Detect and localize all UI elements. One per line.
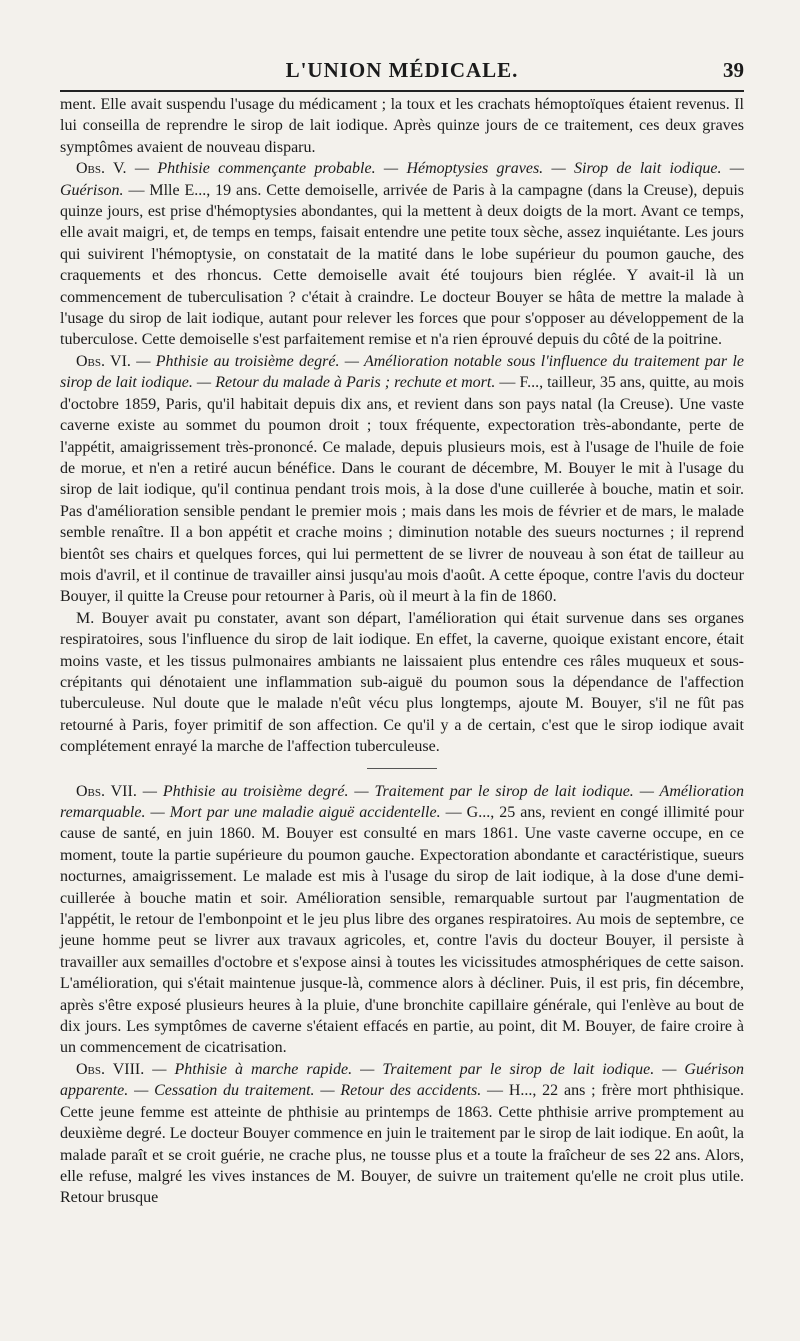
observation-6-title: — Phthisie au troisième degré. — Amélioration notable sous l'influence du traitement par le sirop de lait iodique. — Retour du malade à Paris ; rechute et mort. xyxy=(60,352,744,392)
paragraph-bouyer: M. Bouyer avait pu constater, avant son départ, l'amélioration qui était survenue dans ses organes respiratoires, sous l'influence du sirop de lait iodique. En effet, la caverne, quoique existant encore, était moins vaste, et les tissus pulmonaires ambiants ne laissaient plus entendre ces râles muqueux et sous-crépitants qui dénotaient une inflammation sub-aiguë du poumon sous la dépendance de l'affection tuberculeuse. Nul doute que le malade n'eût vécu plus longtemps, ajoute M. Bouyer, s'il ne fût pas retourné à Paris, foyer primitif de son affection. Ce qu'il y a de certain, c'est que le sirop iodique avait complétement enrayé la marche de l'affection tuberculeuse. xyxy=(60,609,744,756)
observation-6-label: Obs. VI. xyxy=(76,352,131,370)
page-header xyxy=(60,0,744,94)
observation-8-label: Obs. VIII. xyxy=(76,1060,145,1078)
observation-7 xyxy=(60,781,744,1059)
observation-7-body: — G..., 25 ans, revient en congé illimité pour cause de santé, en juin 1860. M. Bouyer est consulté en mars 1861. Une vaste caverne occupe, en ce moment, toute la partie supérieure du poumon gauche. Expectoration abondante et caractéristique, sueurs nocturnes, amaigrissement. Le malade est mis à l'usage du sirop de lait iodique, à la dose d'une demi-cuillerée à bouche matin et soir. Amélioration sensible, remarquable surtout par l'augmentation de l'appétit, le retour de l'embonpoint et le jeu plus libre des organes respiratoires. Au mois de septembre, ce jeune homme peut se livrer aux travaux agricoles, et, contre l'avis du docteur Bouyer, il persiste à travailler aux semailles d'octobre et s'expose ainsi à toutes les vicissitudes atmosphériques de cette saison. L'amélioration, qui s'était maintenue jusque-là, commence alors à décliner. Puis, il est pris, fin décembre, après s'être exposé plusieurs heures à la pluie, d'une bronchite capillaire générale, qui l'enlève au bout de dix jours. Les symptômes de caverne s'étaient effacés en partie, au point, dit M. Bouyer, de faire croire à un commencement de cicatrisation. xyxy=(60,804,745,1057)
observation-5-title: — Phthisie commençante probable. — Hémoptysies graves. — Sirop de lait iodique. — Guérison. xyxy=(60,160,744,199)
observation-6-body: — F..., tailleur, 35 ans, quitte, au mois d'octobre 1859, Paris, qu'il habitait depuis dix ans, et revient dans son pays natal (la Creuse). Une vaste caverne existe au sommet du poumon droit ; toux fréquente, expectoration très-abondante, perte de l'appétit, amaigrissement très-prononcé. Ce malade, depuis plusieurs mois, est à l'usage de l'huile de foie de morue, et n'en a retiré aucun bénéfice. Dans le courant de décembre, M. Bouyer le mit à l'usage du sirop de lait iodique, qu'il continua pendant trois mois, à la dose d'une cuillerée à bouche, matin et soir. Pas d'amélioration sensible pendant le premier mois ; mais dans les mois de février et de mars, le malade semble renaître. Il a bon appétit et crache moins ; diminution notable des sueurs nocturnes ; il reprend bientôt ses chairs et quelques forces, qui lui permettent de se livrer de nouveau à son état de tailleur au mois d'avril, et il continue de travailler ainsi jusqu'au mois d'août. A cette époque, contre l'avis du docteur Bouyer, il quitte la Creuse pour retourner à Paris, où il meurt à la fin de 1860. xyxy=(60,374,744,606)
observation-6 xyxy=(60,351,744,608)
section-separator xyxy=(367,768,437,769)
observation-5-body: — Mlle E..., 19 ans. Cette demoiselle, arrivée de Paris à la campagne (dans la Creuse), depuis quinze jours, est prise d'hémoptysies abondantes, qui la mettent à deux doigts de la mort. Avant ce temps, elle avait maigri, et, de temps en temps, faisait entendre une petite toux sèche, assez inquiétante. Les jours qui suivirent l'hémoptysie, on constatait de la matité dans le lobe supérieur du poumon gauche, des craquements et des rhoncus. Cette demoiselle avait été toujours bien réglée. Y avait-il là un commencement de tuberculisation ? c'était à craindre. Le docteur Bouyer se hâta de mettre la malade à l'usage du sirop de lait iodique, autant pour relever les forces que pour s'opposer au développement de la tuberculose. Cette demoiselle s'est parfaitement remise et n'a rien éprouvé depuis du côté de la poitrine. xyxy=(60,181,744,349)
paragraph-continuation: ment. Elle avait suspendu l'usage du médicament ; la toux et les crachats hémoptoïques étaient revenus. Il lui conseilla de reprendre le sirop de lait iodique. Après quinze jours de ce traitement, ces deux graves symptômes avaient de nouveau disparu. xyxy=(60,96,744,156)
observation-5-label: Obs. V. xyxy=(76,160,127,178)
running-title: L'UNION MÉDICALE. xyxy=(285,58,519,82)
observation-7-title: — Phthisie au troisième degré. — Traitement par le sirop de lait iodique. — Amélioration remarquable. — Mort par une maladie aiguë accidentelle. xyxy=(60,782,744,821)
observation-8-title: — Phthisie à marche rapide. — Traitement par le sirop de lait iodique. — Guérison apparente. — Cessation du traitement. — Retour des accidents. xyxy=(60,1060,744,1100)
observation-8 xyxy=(60,1059,744,1209)
observation-8-body: — H..., 22 ans ; frère mort phthisique. Cette jeune femme est atteinte de phthisie au printemps de 1863. Cette phthisie arrive promptement au deuxième degré. Le docteur Bouyer commence en juin le traitement par le sirop de lait iodique. En août, la malade paraît et se croit guérie, ne crache plus, ne tousse plus et a toute la fraîcheur de ses 22 ans. Alors, elle refuse, malgré les vives instances de M. Bouyer, de suivre un traitement qu'elle ne croit plus utile. Retour brusque xyxy=(60,1082,744,1207)
body-text xyxy=(60,94,744,1209)
header-rule xyxy=(60,90,744,92)
observation-5 xyxy=(60,158,744,351)
page-number: 39 xyxy=(723,58,744,82)
observation-7-label: Obs. VII. xyxy=(76,782,137,800)
